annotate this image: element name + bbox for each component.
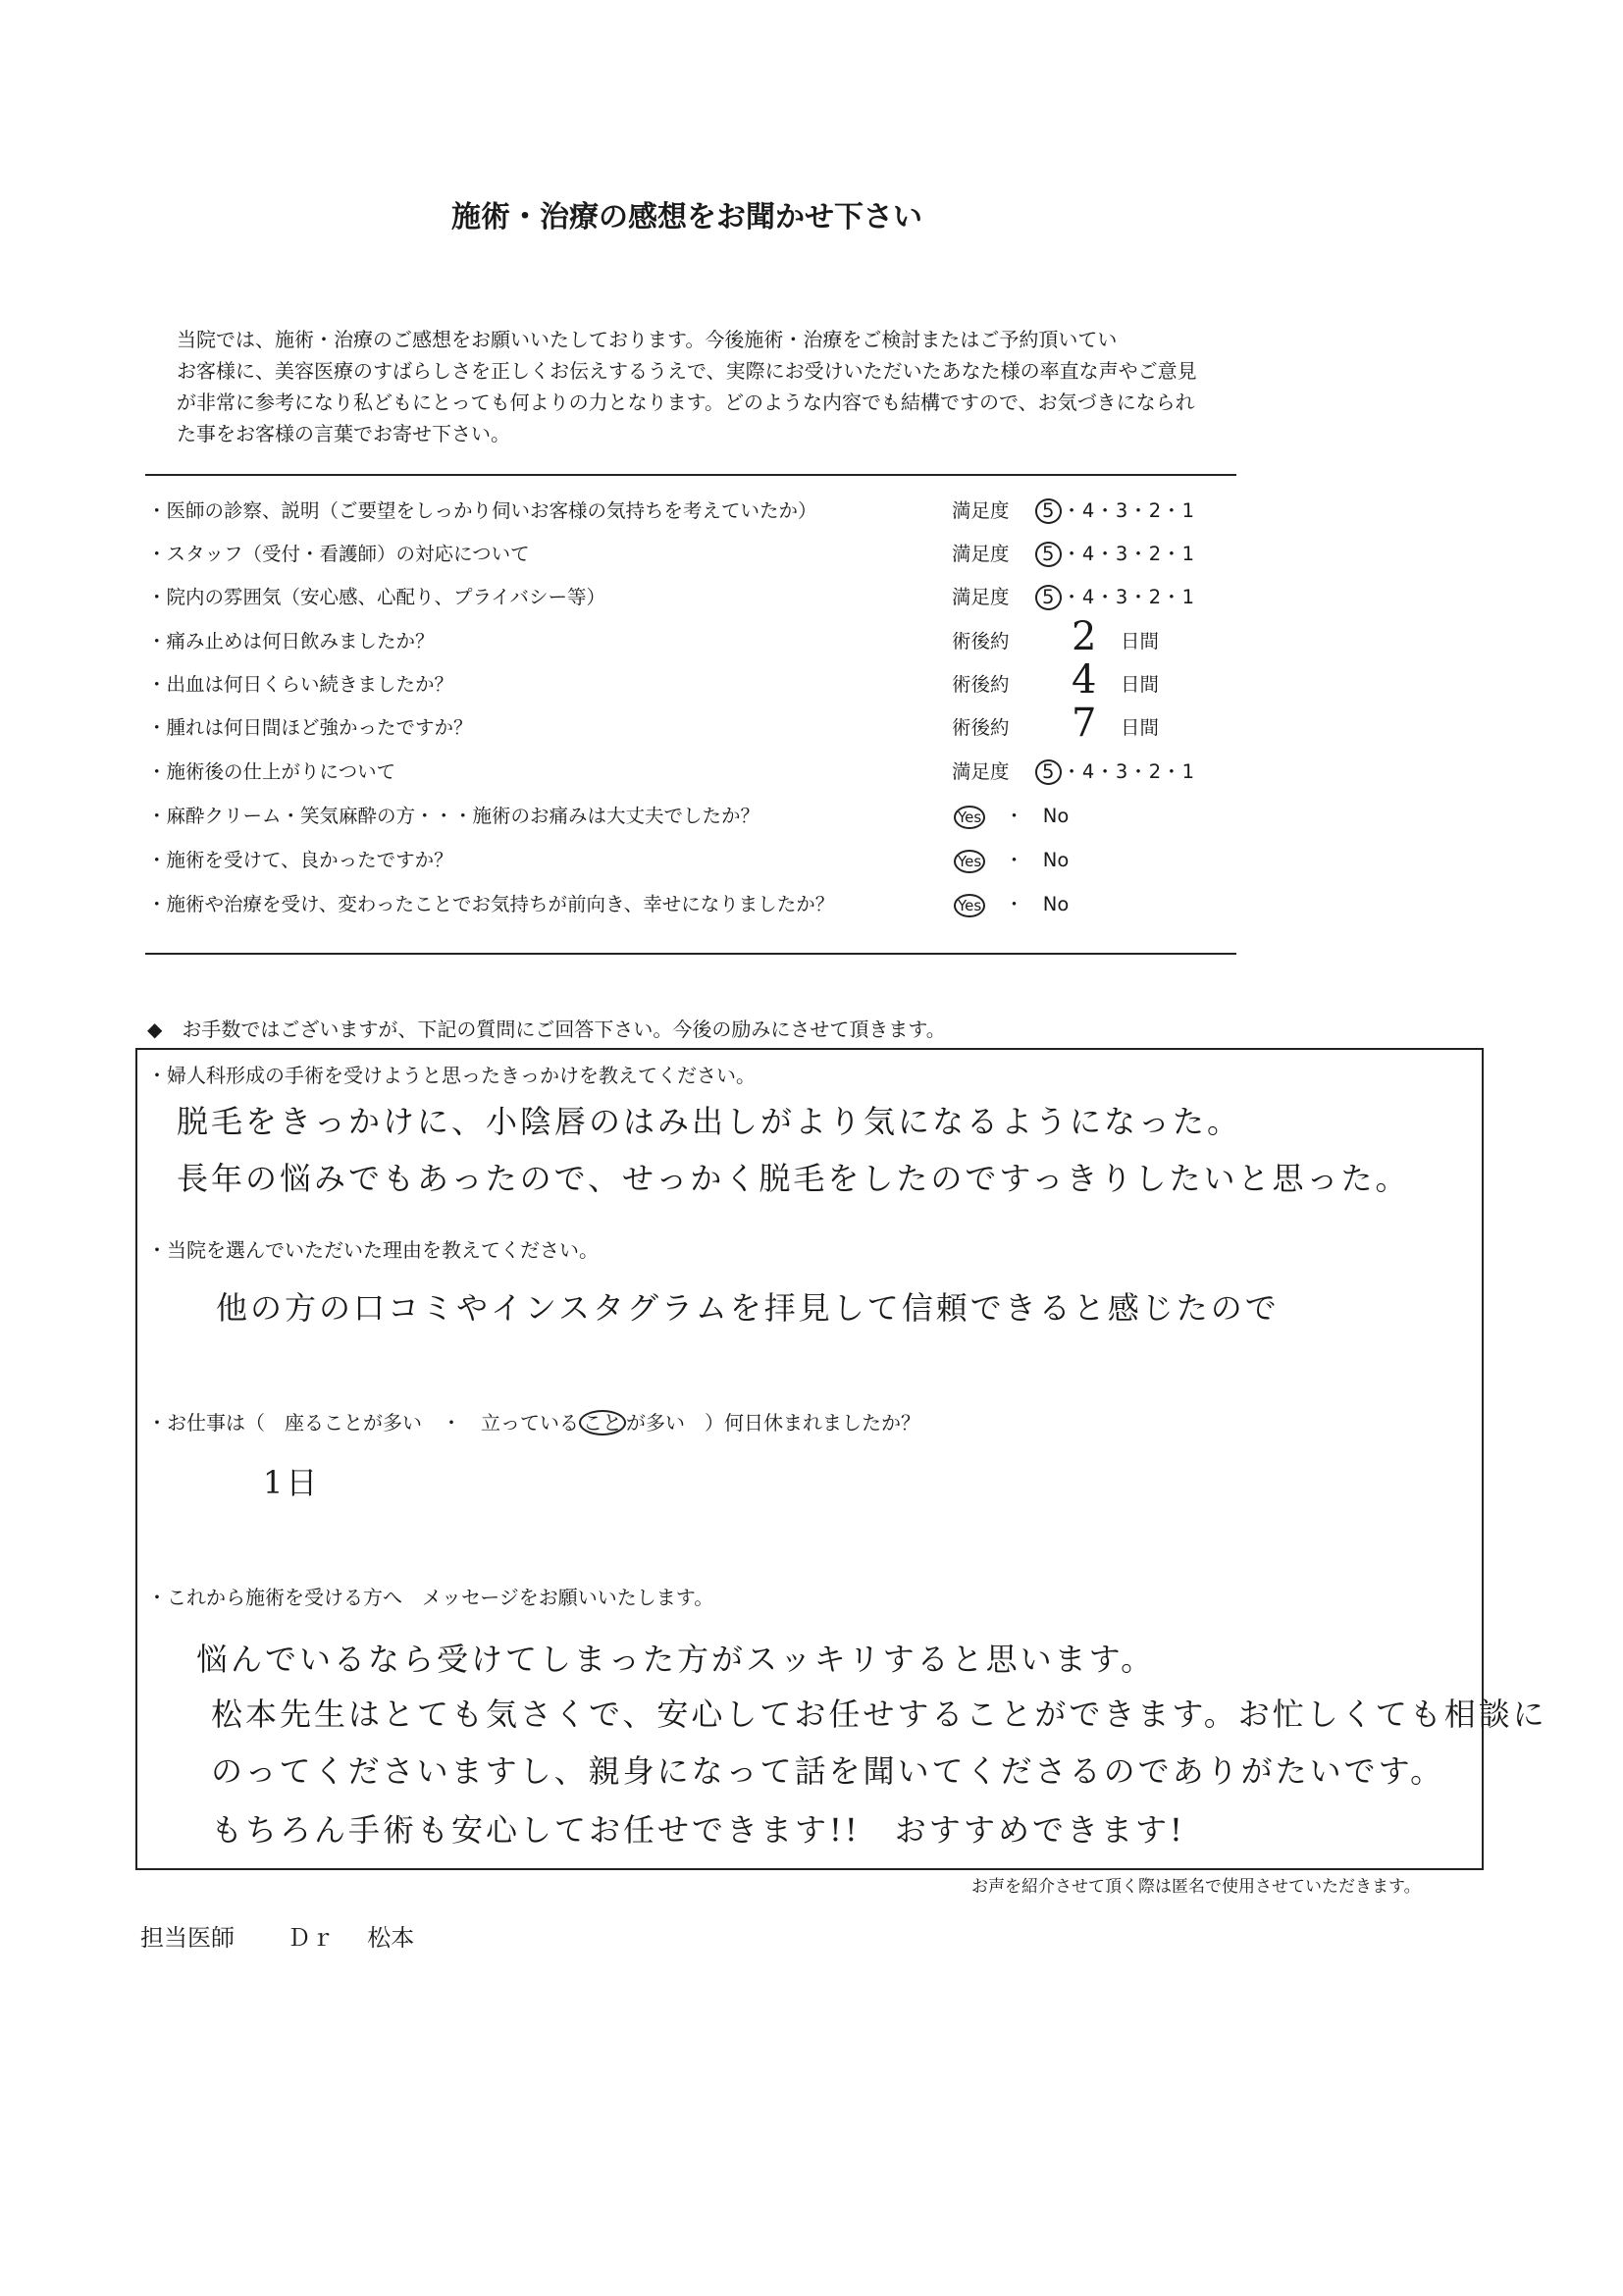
handwritten-days: 2 <box>1072 614 1097 659</box>
table-bottom-rule <box>145 953 1236 955</box>
yesno-question-good <box>147 837 1256 880</box>
yesno-question-anesthesia <box>147 793 1256 836</box>
days-unit: 日間 <box>1121 716 1160 739</box>
rating-options: ・4・3・2・1 <box>1062 586 1196 608</box>
intro-line: が非常に参考になり私どもにとっても何よりの力となります。どのような内容でも結構ですので、お気づきになられ <box>177 391 1195 414</box>
notice-text: ◆ お手数ではございますが、下記の質問にご回答下さい。今後の励みにさせて頂きます。 <box>147 1018 946 1041</box>
anonymity-footnote: お声を紹介させて頂く際は匿名で使用させていただきます。 <box>971 1877 1421 1897</box>
question-label: ・施術後の仕上がりについて <box>147 760 396 783</box>
question-kind: 満足度 <box>952 760 1010 783</box>
handwritten-message-1: 悩んでいるなら受けてしまった方がスッキリすると思います。 <box>196 1641 1156 1678</box>
doctor-in-charge <box>140 1918 414 1953</box>
selected-rating: 5 <box>1035 498 1062 524</box>
handwritten-message-2: 松本先生はとても気さくで、安心してお任せすることができます。お忙しくても相談に <box>211 1696 1547 1733</box>
option-separator: ・ <box>1004 849 1024 871</box>
days-question-painkiller <box>147 614 1256 661</box>
handwritten-message-4: もちろん手術も安心してお任せできます!! おすすめできます! <box>211 1811 1185 1849</box>
handwritten-answer-motivation-2: 長年の悩みでもあったので、せっかく脱毛をしたのですっきりしたいと思った。 <box>177 1160 1410 1197</box>
rating-question-doctor <box>147 488 1256 531</box>
doctor-name: 松本 <box>367 1924 415 1952</box>
question-label: ・麻酔クリーム・笑気麻酔の方・・・施術のお痛みは大丈夫でしたか？ <box>147 805 760 827</box>
question-motivation: ・婦人科形成の手術を受けようと思ったきっかけを教えてください。 <box>147 1064 756 1087</box>
intro-line: た事をお客様の言葉でお寄せ下さい。 <box>177 422 510 445</box>
question-label: ・スタッフ（受付・看護師）の対応について <box>147 543 530 565</box>
question-reason: ・当院を選んでいただいた理由を教えてください。 <box>147 1238 599 1262</box>
handwritten-message-3: のってくださいますし、親身になって話を聞いてくださるのでありがたいです。 <box>211 1752 1445 1790</box>
option-no: No <box>1042 805 1070 827</box>
circled-option: こと <box>579 1410 626 1435</box>
option-no: No <box>1042 849 1070 871</box>
handwritten-days: 7 <box>1072 701 1097 746</box>
rating-options: ・4・3・2・1 <box>1062 760 1196 783</box>
satisfaction-scale <box>1035 582 1195 610</box>
selected-yes: Yes <box>954 850 985 873</box>
work-question-prefix: ・お仕事は（ 座ることが多い ・ 立っている <box>147 1411 579 1435</box>
yes-no-options <box>954 845 1069 873</box>
handwritten-answer-motivation-1: 脱毛をきっかけに、小陰唇のはみ出しがより気になるようになった。 <box>177 1103 1242 1140</box>
doctor-label: 担当医師 <box>140 1924 235 1952</box>
question-kind: 術後約 <box>952 673 1010 696</box>
table-top-rule <box>145 474 1236 476</box>
option-separator: ・ <box>1004 893 1024 915</box>
question-label: ・院内の雰囲気（安心感、心配り、プライバシー等） <box>147 586 606 608</box>
question-label: ・施術や治療を受け、変わったことでお気持ちが前向き、幸せになりましたか？ <box>147 893 835 915</box>
intro-line: 当院では、施術・治療のご感想をお願いいたしております。今後施術・治療をご検討またはご予約頂いてい <box>177 328 1118 351</box>
rating-options: ・4・3・2・1 <box>1062 543 1196 565</box>
yesno-question-happier <box>147 881 1256 924</box>
intro-line: お客様に、美容医療のすばらしさを正しくお伝えするうえで、実際にお受けいただいたあなた様の率直な声やご意見 <box>177 359 1197 383</box>
satisfaction-scale <box>1035 539 1195 567</box>
yes-no-options <box>954 801 1069 829</box>
days-question-swelling <box>147 701 1256 748</box>
question-label: ・施術を受けて、良かったですか？ <box>147 849 453 871</box>
days-unit: 日間 <box>1121 630 1160 652</box>
page-title: 施術・治療の感想をお聞かせ下さい <box>451 200 922 235</box>
question-kind: 術後約 <box>952 630 1010 652</box>
selected-rating: 5 <box>1035 759 1062 785</box>
days-question-bleeding <box>147 657 1256 704</box>
question-kind: 満足度 <box>952 586 1010 608</box>
question-label: ・痛み止めは何日飲みましたか？ <box>147 630 435 652</box>
question-kind: 満足度 <box>952 543 1010 565</box>
handwritten-days: 4 <box>1072 657 1097 703</box>
selected-yes: Yes <box>954 806 985 829</box>
selected-rating: 5 <box>1035 585 1062 610</box>
rating-question-finish <box>147 749 1256 792</box>
rating-question-atmosphere <box>147 574 1256 617</box>
satisfaction-scale <box>1035 496 1195 524</box>
question-label: ・出血は何日くらい続きましたか？ <box>147 673 454 696</box>
option-separator: ・ <box>1004 805 1024 827</box>
work-question-suffix: が多い ）何日休まれましたか？ <box>626 1411 920 1435</box>
satisfaction-scale <box>1035 757 1195 785</box>
question-kind: 術後約 <box>952 716 1010 739</box>
question-label: ・医師の診察、説明（ご要望をしっかり伺いお客様の気持ちを考えていたか） <box>147 499 817 522</box>
question-work <box>147 1407 920 1435</box>
selected-yes: Yes <box>954 894 985 917</box>
intro-paragraph <box>177 324 1246 449</box>
question-label: ・腫れは何日間ほど強かったですか？ <box>147 716 473 739</box>
question-kind: 満足度 <box>952 499 1010 522</box>
question-message: ・これから施術を受ける方へ メッセージをお願いいたします。 <box>147 1586 714 1609</box>
option-no: No <box>1042 893 1070 915</box>
rating-question-staff <box>147 531 1256 574</box>
days-unit: 日間 <box>1121 673 1160 696</box>
doctor-prefix: Ｄｒ <box>287 1924 335 1952</box>
rating-options: ・4・3・2・1 <box>1062 499 1196 522</box>
handwritten-answer-days-off: 1日 <box>263 1464 321 1501</box>
selected-rating: 5 <box>1035 542 1062 567</box>
handwritten-answer-reason: 他の方の口コミやインスタグラムを拝見して信頼できると感じたので <box>216 1289 1280 1327</box>
yes-no-options <box>954 889 1069 917</box>
